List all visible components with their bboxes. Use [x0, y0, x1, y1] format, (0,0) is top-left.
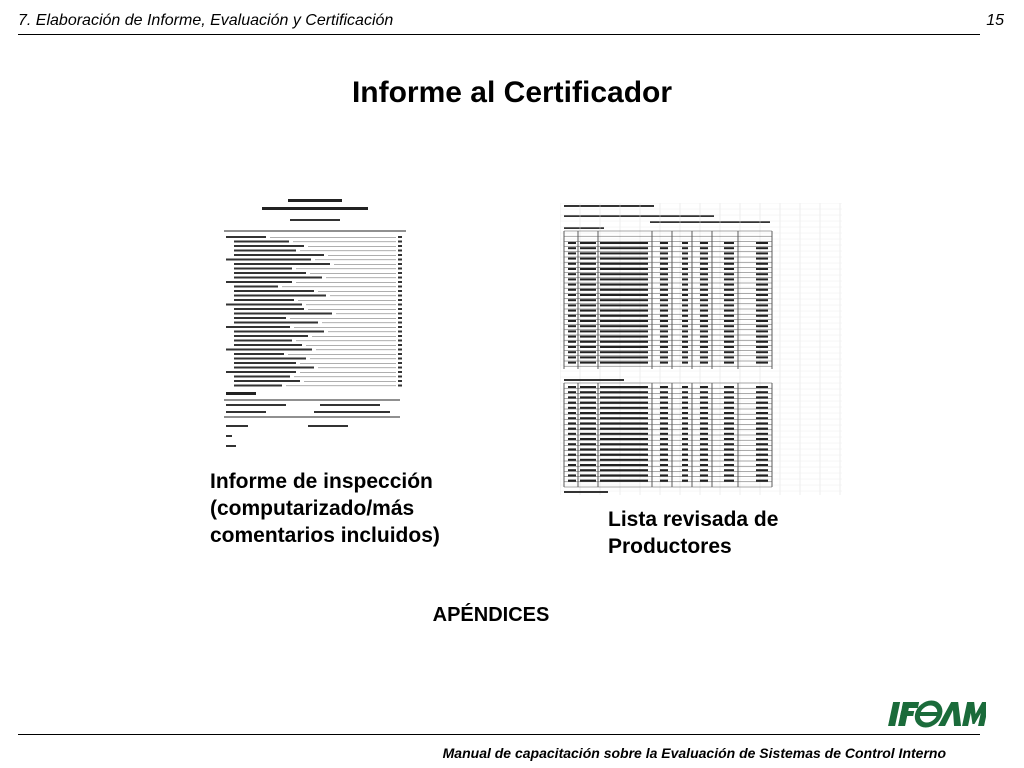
- header-divider: [18, 34, 980, 35]
- ifoam-logo-mark: [886, 698, 986, 730]
- inspection-report-caption: [210, 468, 510, 549]
- producer-list-image: [560, 203, 842, 495]
- appendix-label: APÉNDICES: [432, 604, 550, 626]
- inspection-report-image: [220, 195, 410, 455]
- page-number: 15: [986, 12, 1004, 29]
- caption-line: Productores: [608, 535, 732, 558]
- inspection-report-thumbnail: [220, 195, 410, 455]
- caption-line: Informe de inspección: [210, 470, 433, 493]
- section-title: 7. Elaboración de Informe, Evaluación y Certificación: [18, 12, 394, 29]
- footer-caption: Manual de capacitación sobre la Evaluación de Sistemas de Control Interno: [442, 745, 946, 761]
- caption-line: Lista revisada de: [608, 508, 779, 531]
- producer-list-thumbnail: [560, 203, 842, 495]
- slide-title: Informe al Certificador: [351, 76, 673, 109]
- footer-divider: [18, 734, 980, 735]
- ifoam-logo: [886, 698, 986, 730]
- producer-list-caption: [608, 506, 838, 560]
- caption-line: comentarios incluidos): [210, 524, 440, 547]
- caption-line: (computarizado/más: [210, 497, 415, 520]
